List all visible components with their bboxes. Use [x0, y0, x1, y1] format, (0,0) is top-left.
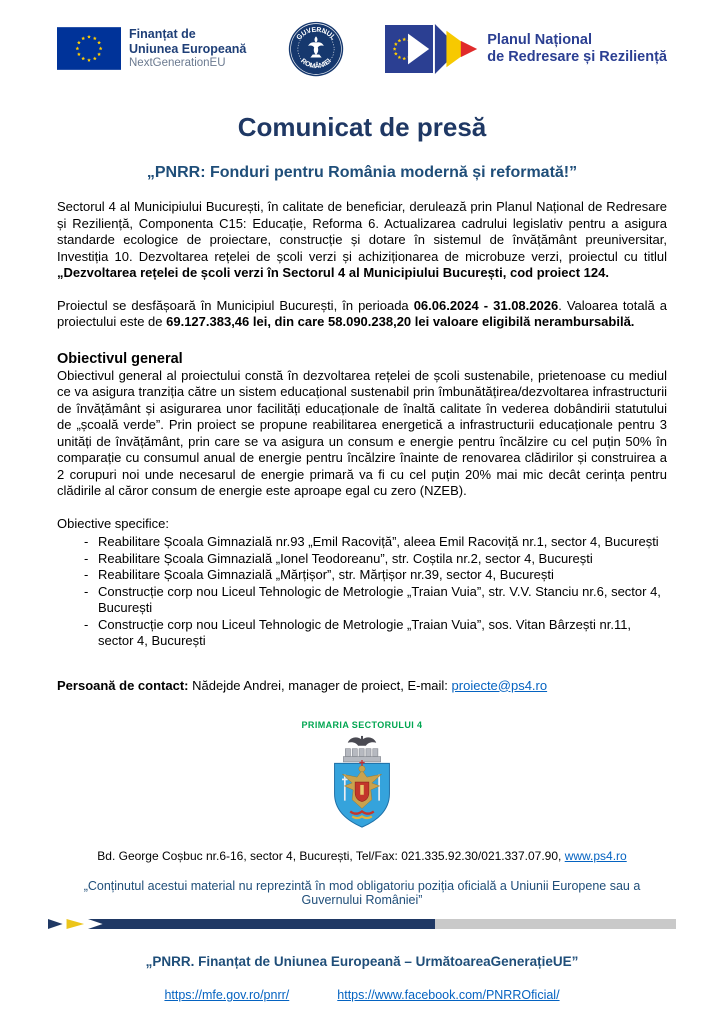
general-objective-paragraph: Obiectivul general al proiectului constă în dezvoltarea rețelei de școli sustenabile, prietenoase cu mediul ce va asigura tranziția către un sistem educațional sustenabil prin îmbunătățirea/dezvoltarea infrastructurii de învățământ și asigurarea unor facilități educaționale de înaltă calitate în vederea dobândirii statutului de „școală verde”. Prin proiect se propune reabilitarea energetică a infrastructurii educaționale pentru 3 unități de învățământ, prin care se va asigura un consum e energie pentru încălzire cu cel puțin 50% în comparație cu consumul anual de energie pentru încălzire înainte de renovarea clădirilor și construirea a 2 corupuri noi unde necesarul de energie primară va fi cu cel puțin 20% mai mic decât cerința pentru clădirile al căror consum de energie este aproape egal cu zero (NZEB).: [57, 367, 667, 498]
contact-text: Nădejde Andrei, manager de proiect, E-mail:: [188, 677, 452, 693]
intro-text: Sectorul 4 al Municipiului București, în calitate de beneficiar, derulează prin Planul Național de Redresare și Reziliență, Componenta C15: Educație, Reforma 6. Actualizarea cadrului legislativ pentru a asigura standarde ecologice de proiectare, construcție și dotare în sistemul de învățământ preuniversitar, Investiția 10. Dezvoltarea rețelei de școli verzi și achiziționarea de microbuze verzi, proiectul cu titlul: [57, 199, 667, 264]
contact-line: [57, 678, 667, 695]
intro-paragraph: [57, 199, 667, 282]
header: [0, 0, 724, 78]
project-period: 06.06.2024 - 31.08.2026: [413, 297, 559, 313]
objectives-list: [57, 534, 667, 650]
project-title-bold: „Dezvoltarea rețelei de școli verzi în Sectorul 4 al Municipiului București, cod proiect 124.: [57, 265, 609, 280]
pnrr-logo: [385, 22, 667, 76]
contact-email-link[interactable]: proiecte@ps4.ro: [451, 677, 548, 693]
divider-bar-icon: [48, 918, 676, 930]
pnrr-logo-icon: [385, 22, 481, 76]
footer-links: [0, 988, 724, 1002]
project-value: 69.127.383,46 lei, din care 58.090.238,20 lei valoare eligibilă nerambursabilă.: [166, 314, 635, 329]
sector4-seal-block: [57, 720, 667, 836]
pnrr-divider-bar: [48, 918, 676, 933]
eu-flag-icon: [57, 27, 121, 70]
eu-logo-line3: NextGenerationEU: [129, 57, 226, 70]
page-subtitle: „PNRR: Fonduri pentru România modernă și reformată!”: [146, 164, 578, 181]
disclaimer-text: „Conținutul acestui material nu reprezintă în mod obligatoriu poziția oficială a Uniunii Europene sau a Guvernului României”: [83, 879, 641, 907]
address-line: [57, 849, 667, 863]
mfe-pnrr-link[interactable]: https://mfe.gov.ro/pnrr/: [164, 988, 290, 1002]
pnrr-logo-line2: de Redresare și Reziliență: [487, 49, 667, 65]
list-item: - Reabilitare Școala Gimnazială nr.93 „Emil Racoviță”, aleea Emil Racoviță nr.1, sector 4, București: [57, 534, 667, 551]
page-title: Comunicat de presă: [237, 112, 487, 142]
list-item: - Construcție corp nou Liceul Tehnologic de Metrologie „Traian Vuia”, str. V.V. Stanciu nr.6, sector 4, București: [57, 584, 667, 617]
period-text-1: Proiectul se desfășoară în Municipiul București, în perioada: [57, 297, 414, 313]
sector4-coat-of-arms-icon: [320, 733, 404, 833]
pnrr-logo-line1: Planul Național: [487, 32, 593, 49]
period-paragraph: [57, 298, 667, 331]
period-text-2: . Valoarea totală a proiectului este de: [57, 297, 667, 329]
pnrr-slogan: „PNRR. Finanțat de Uniunea Europeană – UrmătoareaGenerațieUE”: [145, 954, 579, 969]
facebook-pnrr-link[interactable]: https://www.facebook.com/PNRROficial/: [337, 988, 560, 1002]
list-item: - Reabilitare Școala Gimnazială „Mărțișor”, str. Mărțișor nr.39, sector 4, București: [57, 567, 667, 584]
website-link[interactable]: www.ps4.ro: [564, 849, 627, 863]
eu-logo-line1: Finanțat de: [129, 27, 196, 42]
eu-funding-logo: [57, 27, 246, 71]
list-item: - Reabilitare Școala Gimnazială „Ionel Teodoreanu”, str. Coștila nr.2, sector 4, București: [57, 551, 667, 568]
contact-label: Persoană de contact:: [57, 677, 189, 693]
specific-objectives-heading: Obiective specifice:: [57, 515, 169, 531]
general-objective-heading: Obiectivul general: [57, 350, 183, 367]
gov-seal-top-text: GUVERNUL: [295, 26, 337, 42]
address-text: Bd. George Coșbuc nr.6-16, sector 4, București, Tel/Fax: 021.335.92.30/021.337.07.90,: [97, 849, 565, 863]
eu-logo-line2: Uniunea Europeană: [129, 42, 247, 57]
list-item: - Construcție corp nou Liceul Tehnologic de Metrologie „Traian Vuia”, sos. Vitan Bârzești nr.11, sector 4, București: [57, 617, 667, 650]
gov-seal-bottom-text: ROMÂNIEI: [299, 57, 333, 71]
romanian-government-seal-icon: [287, 20, 345, 78]
seal-caption: PRIMARIA SECTORULUI 4: [301, 720, 423, 730]
